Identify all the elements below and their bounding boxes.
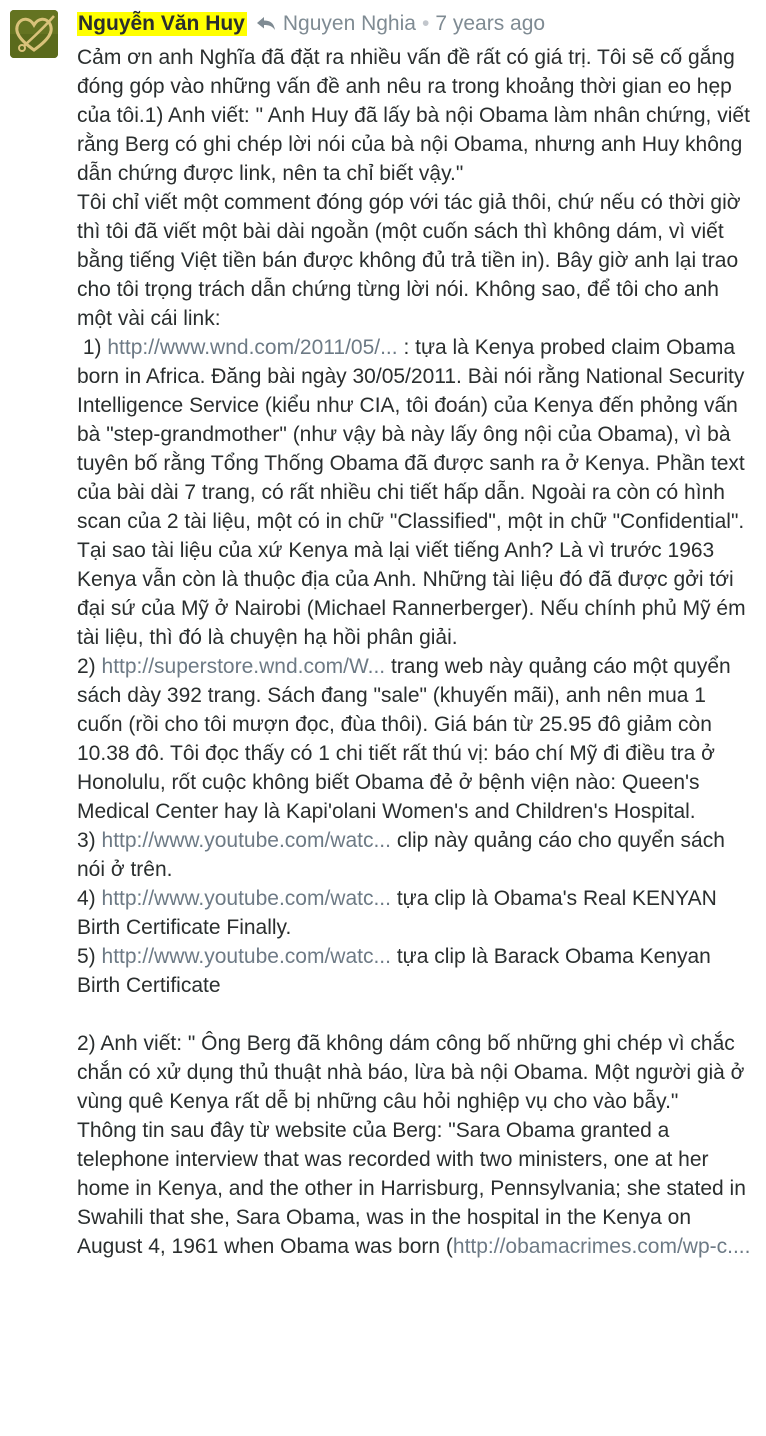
item-1-link[interactable]: http://www.wnd.com/2011/05/... <box>107 336 398 359</box>
list-item-4 <box>77 884 757 942</box>
item-4-prefix: 4) <box>77 887 102 910</box>
author-name[interactable]: Nguyễn Văn Huy <box>78 12 245 35</box>
berg-info-text: Thông tin sau đây từ website của Berg: "Sara Obama granted a telephone interview that was recorded with two ministers, one at her home in Kenya, and the other in Harrisburg, Pennsylvania; she stated in Swahili that she, Sara Obama, was in the hospital in the Kenya on August 4, 1961 when Obama was born ( <box>77 1119 746 1258</box>
obamacrimes-link[interactable]: http://obamacrimes.com/wp-c.... <box>452 1235 751 1258</box>
item-5-link[interactable]: http://www.youtube.com/watc... <box>101 945 391 968</box>
item-2-link[interactable]: http://superstore.wnd.com/W... <box>101 655 386 678</box>
list-item-5 <box>77 942 757 1000</box>
reply-to-user[interactable]: Nguyen Nghia <box>282 12 416 35</box>
list-item-2 <box>77 652 757 826</box>
paragraph-links-intro: Tôi chỉ viết một comment đóng góp với tác giả thôi, chứ nếu có thời giờ thì tôi đã viết một bài dài ngoằn (một cuốn sách thì không dám, vì viết bằng tiếng Việt tiền bán được không đủ trả tiền in). Bây giờ anh lại trao cho tôi trọng trách dẫn chứng từng lời nói. Không sao, để tôi cho anh một vài cái link: <box>77 191 741 330</box>
list-item-3 <box>77 826 757 884</box>
item-2-text: trang web này quảng cáo một quyển sách dày 392 trang. Sách đang "sale" (khuyến mãi), anh nên mua 1 cuốn (rồi cho tôi mượn đọc, đùa thôi). Giá bán từ 25.95 đô giảm còn 10.38 đô. Tôi đọc thấy có 1 chi tiết rất thú vị: báo chí Mỹ đi điều tra ở Honolulu, rốt cuộc không biết Obama đẻ ở bệnh viện nào: Queen's Medical Center hay là Kapi'olani Women's and Children's Hospital. <box>77 655 731 823</box>
item-3-prefix: 3) <box>77 829 102 852</box>
item-2-prefix: 2) <box>77 655 102 678</box>
heart-logo-icon <box>10 10 58 58</box>
item-1-text: : tựa là Kenya probed claim Obama born in Africa. Đăng bài ngày 30/05/2011. Bài nói rằng National Security Intelligence Service (kiểu như CIA, tôi đoán) của Kenya đến phỏng vấn bà "step-grandmother" (như vậy bà này lấy ông nội của Obama), vì bà tuyên bố rằng Tổng Thống Obama đã được sanh ra ở Kenya. Phần text của bài dài 7 trang, có rất nhiều chi tiết hấp dẫn. Ngoài ra còn có hình scan của 2 tài liệu, một có in chữ "Classified", một in chữ "Confidential". Tại sao tài liệu của xứ Kenya mà lại viết tiếng Anh? Là vì trước 1963 Kenya vẫn còn là thuộc địa của Anh. Những tài liệu đó đã được gởi tới đại sứ của Mỹ ở Nairobi (Michael Rannerberger). Nếu chính phủ Mỹ ém tài liệu, thì đó là chuyện hạ hồi phân giải. <box>77 336 746 649</box>
separator-dot: • <box>421 12 430 35</box>
comment-body <box>77 43 757 1261</box>
comment-header <box>77 8 545 40</box>
timestamp[interactable]: 7 years ago <box>435 12 546 35</box>
paragraph-intro: Cảm ơn anh Nghĩa đã đặt ra nhiều vấn đề rất có giá trị. Tôi sẽ cố gắng đóng góp vào những vấn đề anh nêu ra trong khoảng thời gian eo hẹp của tôi.1) Anh viết: " Anh Huy đã lấy bà nội Obama làm nhân chứng, viết rằng Berg có ghi chép lời nói của bà nội Obama, nhưng anh Huy không dẫn chứng được link, nên ta chỉ biết vậy." <box>77 46 750 185</box>
item-5-prefix: 5) <box>77 945 102 968</box>
paragraph-second-quote: 2) Anh viết: " Ông Berg đã không dám công bố những ghi chép vì chắc chắn có xử dụng thủ thuật nhà báo, lừa bà nội Obama. Một người già ở vùng quê Kenya rất dễ bị những câu hỏi nghiệp vụ cho vào bẫy." <box>77 1032 745 1113</box>
item-4-link[interactable]: http://www.youtube.com/watc... <box>101 887 391 910</box>
item-4-text: tựa clip là Obama's Real KENYAN Birth Certificate Finally. <box>77 887 717 939</box>
item-3-text: clip này quảng cáo cho quyển sách nói ở trên. <box>77 829 725 881</box>
item-3-link[interactable]: http://www.youtube.com/watc... <box>101 829 391 852</box>
paragraph-gap <box>77 1000 757 1029</box>
reply-arrow-icon <box>255 14 277 34</box>
paragraph-berg-info <box>77 1116 757 1261</box>
item-5-text: tựa clip là Barack Obama Kenyan Birth Certificate <box>77 945 711 997</box>
avatar[interactable] <box>10 10 58 58</box>
item-1-prefix: 1) <box>77 336 108 359</box>
list-item-1 <box>77 333 757 652</box>
